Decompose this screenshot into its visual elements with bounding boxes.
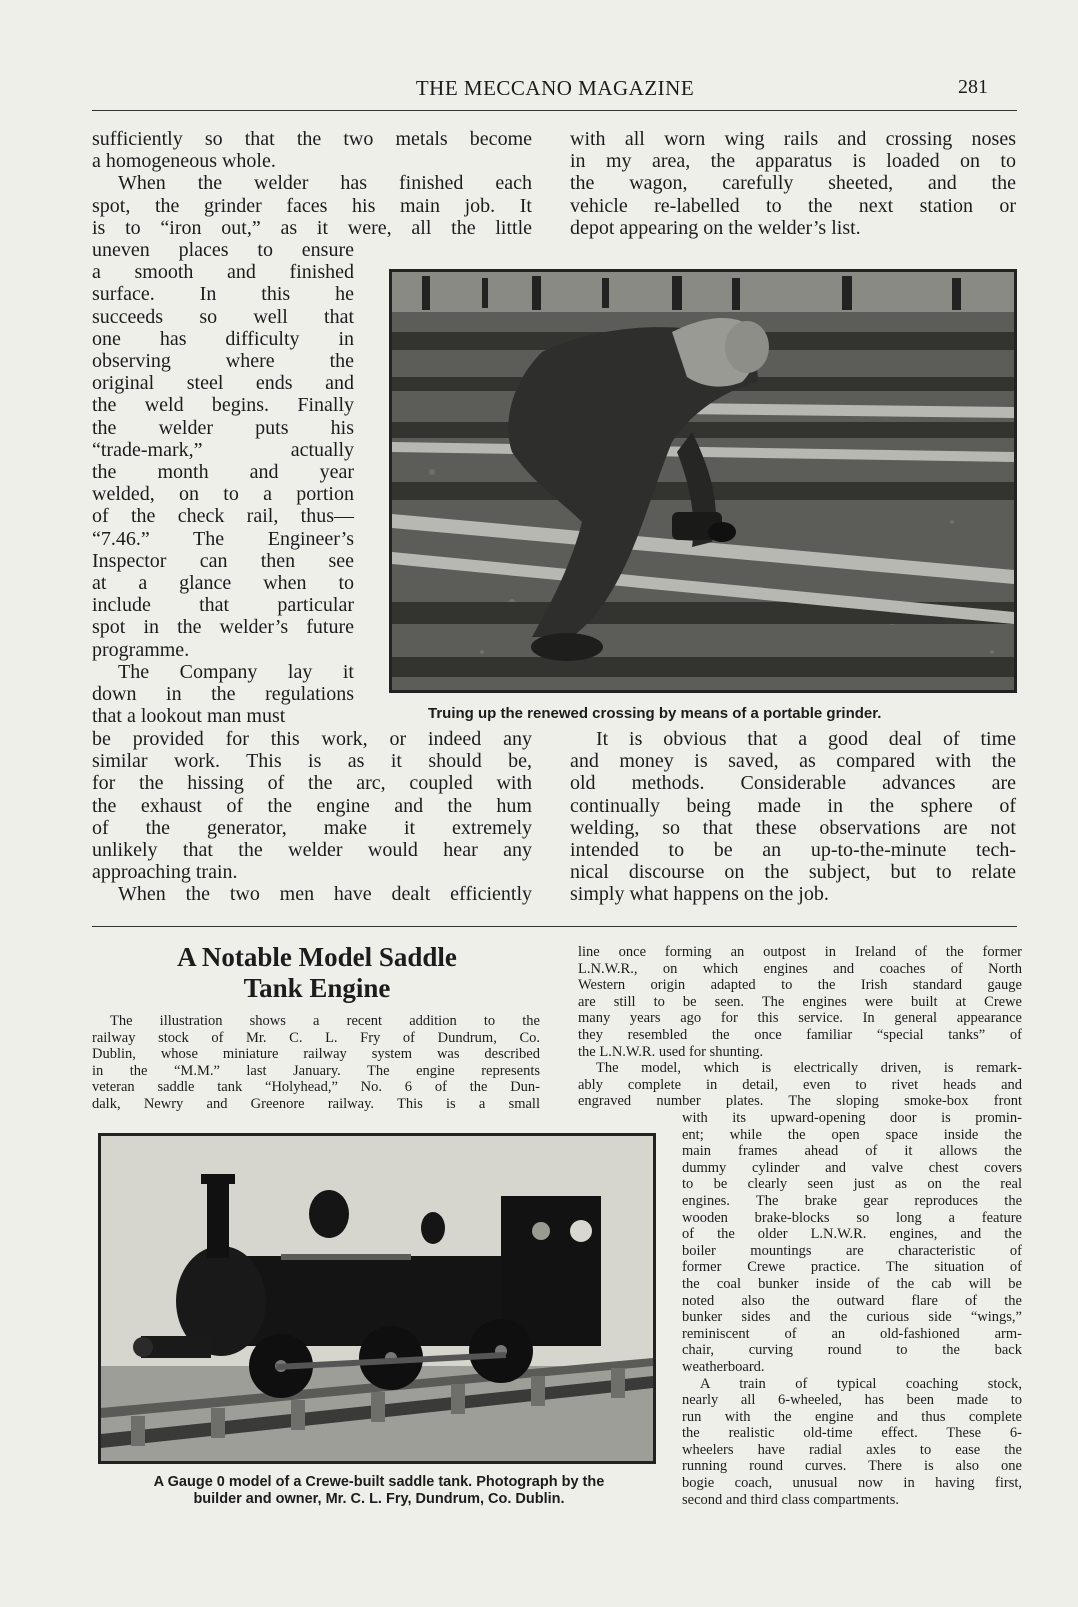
text-line: engines. The brake gear reproduces the [682,1192,1022,1209]
text-line: of the check rail, thus— [92,505,354,528]
text-line: Inspector can then see [92,549,354,572]
text-line: they resembled the once familiar “special tanks” of [578,1026,1022,1043]
locomotive-photo [98,1133,656,1464]
text-line: spot, the grinder faces his main job. It [92,194,532,217]
text-line: spot in the welder’s future [92,616,354,639]
text-line: uneven places to ensure [92,239,354,261]
text-line: dummy cylinder and valve chest covers [682,1159,1022,1176]
text-line: second and third class compartments. [682,1491,900,1508]
text-line: wooden brake-blocks so long a feature [682,1209,1022,1226]
text-line: reminiscent of an old-fashioned arm- [682,1325,1022,1342]
text-line: dalk, Newry and Greenore railway. This is a small [92,1095,540,1112]
text-line: the wagon, carefully sheeted, and the [570,172,1016,195]
article-title [92,942,542,1004]
header-rule [92,110,1017,111]
text-line: It is obvious that a good deal of time [596,728,1016,750]
text-line: veteran saddle tank “Holyhead,” No. 6 of the Dun- [92,1079,540,1096]
welding-right-bottom-text [570,728,1016,906]
text-line: a homogeneous whole. [92,150,276,173]
text-line: programme. [92,638,190,661]
text-line: unlikely that the welder would hear any [92,839,532,862]
text-line: depot appearing on the welder’s list. [570,216,861,239]
text-line: bunker sides and the curious side “wings,” [682,1309,1022,1326]
text-line: ent; while the open space inside the [682,1126,1022,1143]
text-line: is to “iron out,” as it were, all the little [92,216,532,239]
text-line: for the hissing of the arc, coupled with [92,772,532,795]
text-line: include that particular [92,594,354,617]
text-line: the welder puts his [92,416,354,439]
text-line: chair, curving round to the back [682,1342,1022,1359]
text-line: The illustration shows a recent addition to the [110,1013,540,1029]
text-line: at a glance when to [92,572,354,595]
text-line: run with the engine and thus complete [682,1408,1022,1425]
welding-left-top-text [92,128,532,239]
text-line: down in the regulations [92,683,354,706]
text-line: one has difficulty in [92,327,354,350]
text-line: in the “M.M.” last January. The engine represents [92,1062,540,1079]
text-line: main frames ahead of it allows the [682,1143,1022,1160]
article-title-line: A Notable Model Saddle [177,942,457,972]
text-line: of the older L.N.W.R. engines, and the [682,1226,1022,1243]
text-line: in my area, the apparatus is loaded on to [570,150,1016,173]
text-line: welded, on to a portion [92,483,354,506]
text-line: Dublin, whose miniature railway system was described [92,1046,540,1063]
grinder-photo-illustration [392,272,1014,690]
text-line: many years ago for this service. In general appearance [578,1010,1022,1027]
text-line: the weld begins. Finally [92,394,354,417]
text-line: with all worn wing rails and crossing noses [570,128,1016,150]
text-line: succeeds so well that [92,305,354,328]
caption-line: builder and owner, Mr. C. L. Fry, Dundrum, Co. Dublin. [193,1491,565,1507]
saddle-tank-right-narrow-text [682,1110,1022,1508]
text-line: are still to be seen. The engines were built at Crewe [578,993,1022,1010]
magazine-title: THE MECCANO MAGAZINE [415,76,695,100]
text-line: Western origin adapted to the Irish standard gauge [578,977,1022,994]
text-line: the L.N.W.R. used for shunting. [578,1043,764,1060]
saddle-tank-left-text [92,1013,540,1113]
text-line: When the two men have dealt efficiently [118,883,532,906]
text-line: railway stock of Mr. C. L. Fry of Dundrum, Co. [92,1029,540,1046]
text-line: approaching train. [92,861,238,884]
text-line: A train of typical coaching stock, [700,1375,1022,1392]
welding-right-top-text [570,128,1016,239]
text-line: sufficiently so that the two metals become [92,128,532,150]
text-line: ably complete in detail, even to rivet heads and [578,1076,1022,1093]
text-line: L.N.W.R., on which engines and coaches of North [578,960,1022,977]
saddle-tank-right-top-text [578,944,1022,1110]
text-line: the coal bunker inside of the cab will be [682,1275,1022,1292]
text-line: nearly all 6-wheeled, has been made to [682,1392,1022,1409]
welding-left-bottom-text [92,728,532,906]
grinder-photo-caption: Truing up the renewed crossing by means of a portable grinder. [428,705,882,722]
text-line: continually being made in the sphere of [570,794,1016,817]
text-line: the exhaust of the engine and the hum [92,794,532,817]
text-line: a smooth and finished [92,261,354,284]
text-line: engraved number plates. The sloping smoke-box front [578,1093,1022,1110]
text-line: to be clearly seen just as on the real [682,1176,1022,1193]
text-line: old methods. Considerable advances are [570,772,1016,795]
text-line: surface. In this he [92,283,354,306]
text-line: line once forming an outpost in Ireland of the former [578,944,1022,960]
text-line: “trade-mark,” actually [92,438,354,461]
text-line: running round curves. There is also one [682,1458,1022,1475]
text-line: welding, so that these observations are not [570,816,1016,839]
text-line: noted also the outward flare of the [682,1292,1022,1309]
locomotive-photo-caption [92,1474,666,1508]
text-line: of the generator, make it extremely [92,816,532,839]
text-line: that a lookout man must [92,705,286,728]
text-line: nical discourse on the subject, but to relate [570,861,1016,884]
text-line: boiler mountings are characteristic of [682,1242,1022,1259]
text-line: former Crewe practice. The situation of [682,1259,1022,1276]
section-divider [92,926,1017,927]
text-line: and money is saved, as compared with the [570,750,1016,773]
article-title-line: Tank Engine [243,973,391,1003]
text-line: be provided for this work, or indeed any [92,728,532,750]
text-line: with its upward-opening door is promin- [682,1110,1022,1126]
welding-left-narrow-text [92,239,354,727]
caption-line: A Gauge 0 model of a Crewe-built saddle tank. Photograph by the [153,1474,605,1490]
page-number: 281 [958,76,988,98]
text-line: vehicle re-labelled to the next station or [570,194,1016,217]
text-line: similar work. This is as it should be, [92,750,532,773]
text-line: When the welder has finished each [118,172,532,195]
locomotive-photo-illustration [101,1136,653,1461]
text-line: bogie coach, unusual now in having first, [682,1475,1022,1492]
text-line: The model, which is electrically driven, is remark- [596,1060,1022,1077]
text-line: observing where the [92,350,354,373]
text-line: “7.46.” The Engineer’s [92,527,354,550]
text-line: the realistic old-time effect. These 6- [682,1425,1022,1442]
text-line: simply what happens on the job. [570,883,829,906]
text-line: the month and year [92,461,354,484]
text-line: wheelers have radial axles to ease the [682,1441,1022,1458]
text-line: original steel ends and [92,372,354,395]
text-line: The Company lay it [118,660,354,683]
grinder-photo [389,269,1017,693]
text-line: weatherboard. [682,1358,765,1375]
text-line: intended to be an up-to-the-minute tech- [570,839,1016,862]
